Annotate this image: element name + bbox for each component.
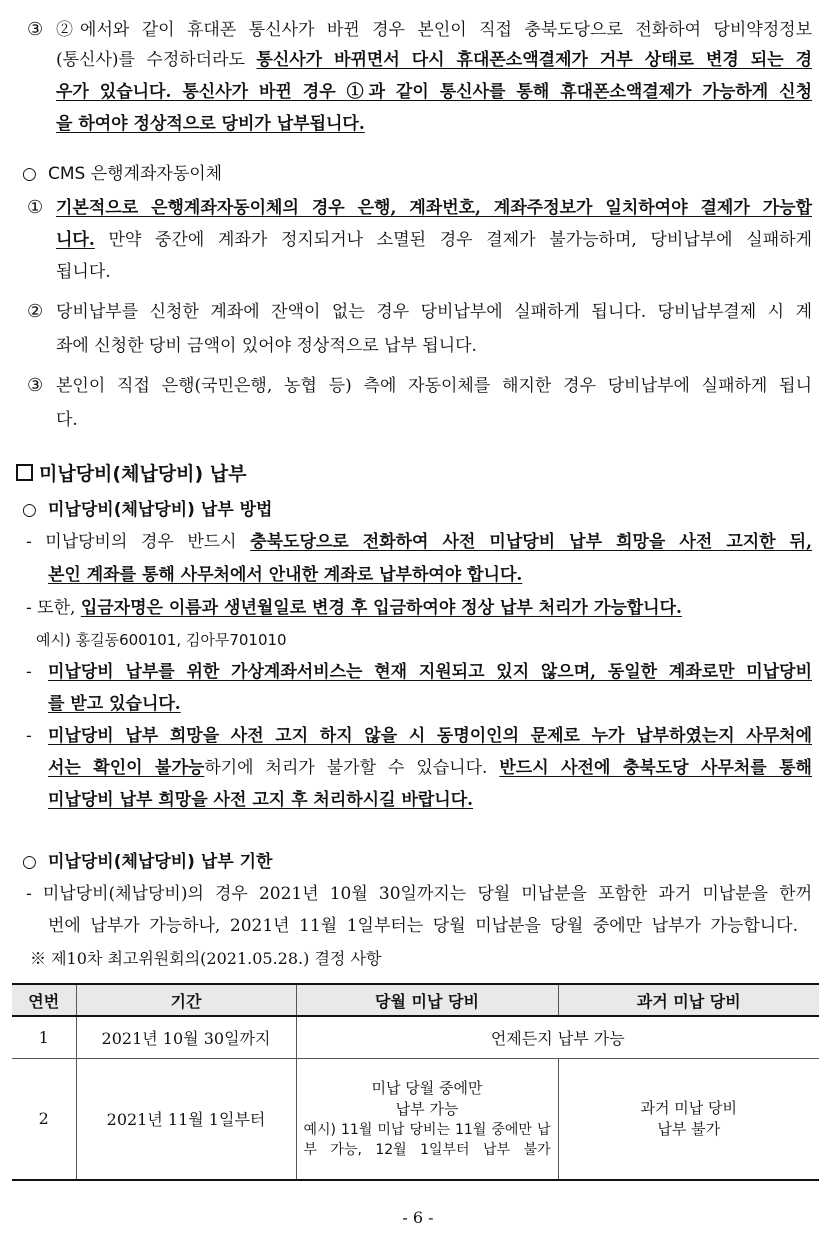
current-example: 예시) 11월 미납 당비는 11월 중에만 납부 가능, 12월 1일부터 납부 불가 [303,1121,551,1158]
circle-bullet-icon: ○ [22,852,37,872]
plain-text: 하기에 처리가 불가할 수 있습니다. [204,758,500,778]
emphasis-text: 입금자명은 이름과 생년월일로 변경 후 입금하여야 정상 납부 처리가 가능합니다. [80,598,682,618]
paragraph-line: 우가 있습니다. 통신사가 바뀐 경우 ①과 같이 통신사를 통해 휴대폰소액결제가 가능하게 신청 [56,82,812,102]
plain-text: - 또한, [26,598,81,618]
period-cell: 2021년 11월 1일부터 [76,1058,296,1180]
table-header-row [12,984,819,1016]
plain-text: (통신사)를 수정하더라도 [56,50,257,70]
decision-note: ※ 제10차 최고위원회의(2021.05.28.) 결정 사항 [30,949,382,968]
item-marker-1: ① [27,197,44,218]
past-unpaid-cell [558,1058,819,1180]
circle-bullet-icon: ○ [22,500,37,520]
paragraph-line: 미납당비 납부 희망을 사전 고지 하지 않을 시 동명이인의 문제로 누가 납부하였는지 사무처에 [48,726,812,746]
row-number: 2 [12,1058,76,1180]
merged-cell: 언제든지 납부 가능 [296,1016,819,1058]
deadline-table [12,983,819,1181]
paragraph-line: 본인 계좌를 통해 사무처에서 안내한 계좌로 납부하여야 합니다. [48,565,523,585]
paragraph-line: 을 하여야 정상적으로 당비가 납부됩니다. [56,114,365,134]
section-heading-text: 미납당비(체납당비) 납부 [39,463,247,485]
emphasis-text: 충북도당으로 전화하여 사전 미납당비 납부 희망을 사전 고지한 뒤, [250,532,812,552]
circle-bullet-icon: ○ [22,164,37,184]
paragraph-line: 다. [56,410,78,430]
past-line: 납부 불가 [657,1119,721,1138]
paragraph-line: 당비납부를 신청한 계좌에 잔액이 없는 경우 당비납부에 실패하게 됩니다. 당비납부결제 시 계 [56,302,812,322]
paragraph-line: 좌에 신청한 당비 금액이 있어야 정상적으로 납부 됩니다. [56,336,477,356]
current-line: 미납 당월 중에만 [371,1078,483,1097]
paragraph-line: 미납당비 납부를 위한 가상계좌서비스는 현재 지원되고 있지 않으며, 동일한 계좌로만 미납당비 [48,662,812,682]
paragraph-line [26,528,812,556]
period-cell: 2021년 10월 30일까지 [76,1016,296,1058]
emphasis-text: 반드시 사전에 충북도당 사무처를 통해 [499,758,812,778]
item-marker-2: ② [27,301,44,322]
example-note: 예시) 홍길동600101, 김아무701010 [36,631,287,649]
paragraph-line: 됩니다. [56,262,111,282]
paragraph-line [56,226,812,254]
emphasis-text: 서는 확인이 불가능 [48,758,205,778]
plain-text: - 미납당비의 경우 반드시 [26,532,251,552]
section-heading [16,460,247,488]
emphasis-text: 통신사가 바뀌면서 다시 휴대폰소액결제가 거부 상태로 변경 되는 경 [256,50,812,70]
checkbox-square-icon [16,464,33,481]
cms-title: CMS 은행계좌자동이체 [48,164,223,184]
current-line: 납부 가능 [395,1099,459,1118]
method-title: 미납당비(체납당비) 납부 방법 [48,500,273,520]
paragraph-line [56,46,812,74]
dash-marker: - [26,726,32,746]
paragraph-line: 미납당비 납부 희망을 사전 고지 후 처리하시길 바랍니다. [48,790,474,810]
paragraph-line: 를 받고 있습니다. [48,694,181,714]
deadline-title: 미납당비(체납당비) 납부 기한 [48,852,273,872]
paragraph-line: - 미납당비(체납당비)의 경우 2021년 10월 30일까지는 당월 미납분을 포함한 과거 미납분을 한꺼 [26,884,812,904]
item-marker-3: ③ [27,19,44,40]
paragraph-line: 번에 납부가 가능하나, 2021년 11월 1일부터는 당월 미납분을 당월 중에만 납부가 가능합니다. [48,916,798,936]
paragraph-line [48,754,812,782]
table-row [12,1016,819,1058]
header-cell: 과거 미납 당비 [558,984,819,1016]
header-cell: 기간 [76,984,296,1016]
current-unpaid-cell [296,1058,558,1180]
paragraph-line: 본인이 직접 은행(국민은행, 농협 등) 측에 자동이체를 해지한 경우 당비납부에 실패하게 됩니 [56,376,812,396]
header-cell: 연번 [12,984,76,1016]
paragraph-line: ②에서와 같이 휴대폰 통신사가 바뀐 경우 본인이 직접 충북도당으로 전화하여 당비약정정보 [56,20,812,40]
paragraph-line [26,594,682,622]
header-cell: 당월 미납 당비 [296,984,558,1016]
item-marker-3: ③ [27,375,44,396]
past-line: 과거 미납 당비 [640,1098,737,1117]
table-row [12,1058,819,1180]
page-number: - 6 - [402,1208,434,1227]
dash-marker: - [26,662,32,682]
plain-text: 만약 중간에 계좌가 정지되거나 소멸된 경우 결제가 불가능하며, 당비납부에 실패하게 [94,230,812,250]
paragraph-line: 기본적으로 은행계좌자동이체의 경우 은행, 계좌번호, 계좌주정보가 일치하여야 결제가 가능합 [56,198,812,218]
emphasis-text: 니다. [56,230,95,250]
row-number: 1 [12,1016,76,1058]
